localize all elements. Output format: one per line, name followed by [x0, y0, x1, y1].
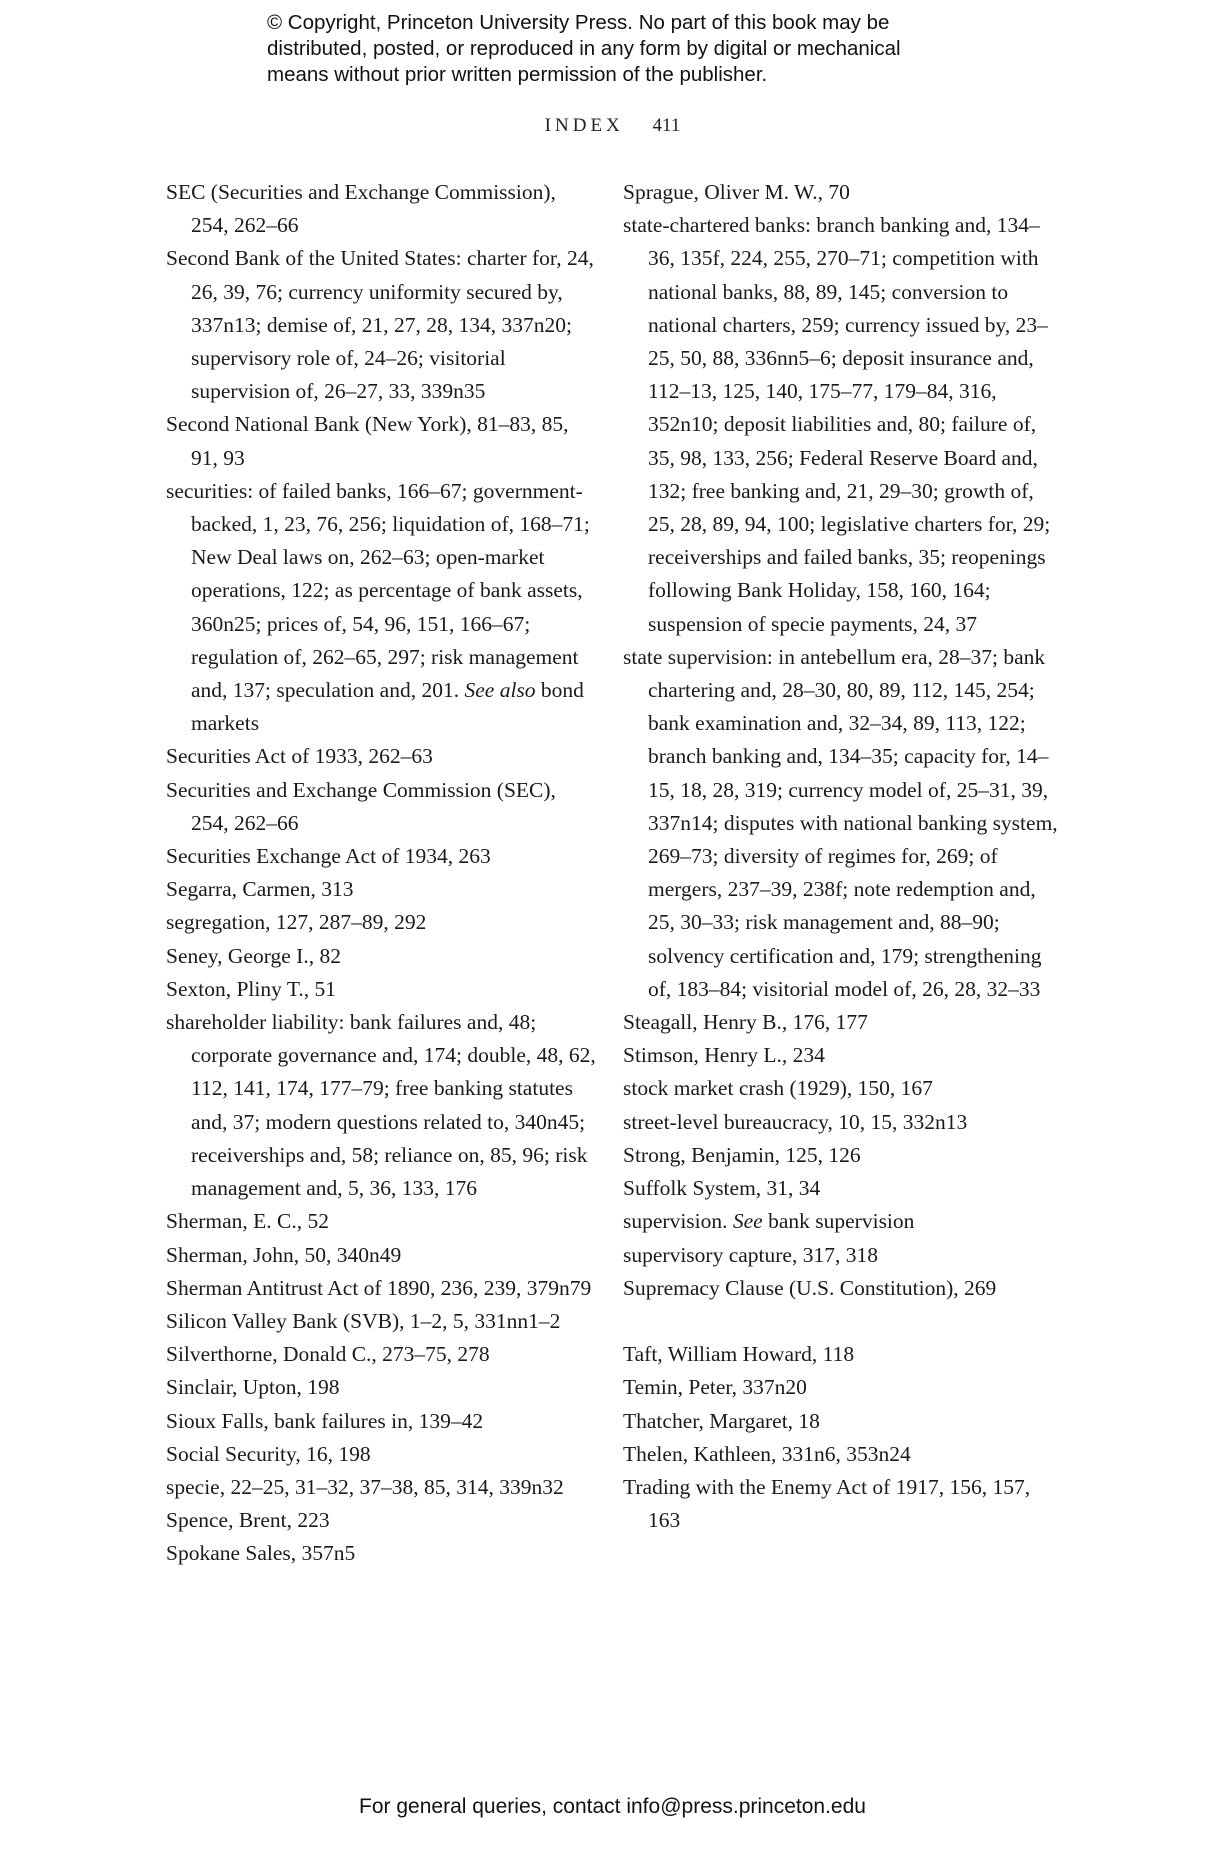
index-entry-text: segregation, 127, 287–89, 292 — [166, 910, 427, 935]
index-entry — [623, 176, 1063, 209]
index-entry-text: Second National Bank (New York), 81–83, 85, 91, 93 — [166, 412, 569, 470]
index-entry-text: Sprague, Oliver M. W., 70 — [623, 180, 850, 204]
index-entry — [166, 1239, 596, 1272]
index-entry — [623, 1172, 1063, 1205]
running-head — [0, 115, 1225, 137]
index-entry — [166, 1006, 596, 1205]
index-entry-text: shareholder liability: bank failures and, 48; corporate governance and, 174; double, 48, 62, 112, 141, 174, 177–79; free banking statutes and, 37; modern questions related to, 340n45; receiverships and, 58; reliance on, 85, 96; risk management and, 5, 36, 133, 176 — [166, 1010, 596, 1201]
index-entry — [623, 1205, 1063, 1238]
index-entry-text: Sioux Falls, bank failures in, 139–42 — [166, 1408, 484, 1433]
index-entry-text: Steagall, Henry B., 176, 177 — [623, 1010, 868, 1035]
index-entry — [166, 1305, 596, 1338]
index-entry — [166, 176, 596, 242]
index-entry-text: Social Security, 16, 198 — [166, 1441, 371, 1466]
index-entry-text: supervisory capture, 317, 318 — [623, 1242, 878, 1267]
index-entry — [166, 1504, 596, 1537]
index-entry — [166, 1205, 596, 1238]
copyright-line: distributed, posted, or reproduced in any form by digital or mechanical — [267, 37, 901, 60]
index-entry — [623, 641, 1063, 1006]
index-entry — [166, 940, 596, 973]
index-entry-text: Securities Exchange Act of 1934, 263 — [166, 844, 491, 869]
index-entry — [623, 1106, 1063, 1139]
index-entry-text: Spence, Brent, 223 — [166, 1508, 330, 1533]
index-entry-text: Thelen, Kathleen, 331n6, 353n24 — [623, 1441, 911, 1466]
index-entry — [623, 1139, 1063, 1172]
index-entry — [623, 1405, 1063, 1438]
index-entry — [623, 1239, 1063, 1272]
index-entry-text: Stimson, Henry L., 234 — [623, 1043, 825, 1068]
index-entry — [166, 774, 596, 840]
index-entry-text: Silverthorne, Donald C., 273–75, 278 — [166, 1342, 490, 1367]
index-entry-text: Silicon Valley Bank (SVB), 1–2, 5, 331nn1–2 — [166, 1308, 561, 1333]
index-entry-text: Sinclair, Upton, 198 — [166, 1375, 340, 1400]
index-entry — [623, 1471, 1063, 1537]
index-entry-text: Sherman, John, 50, 340n49 — [166, 1242, 402, 1267]
index-entry — [623, 1438, 1063, 1471]
index-entry — [623, 1371, 1063, 1404]
index-entry-text: Trading with the Enemy Act of 1917, 156, 157, 163 — [623, 1474, 1031, 1533]
index-column-left — [166, 176, 596, 1571]
index-entry — [166, 1338, 596, 1371]
index-entry-text: supervision. — [623, 1209, 728, 1234]
copyright-line: © Copyright, Princeton University Press. No part of this book may be — [267, 11, 890, 34]
index-entry — [166, 1537, 596, 1570]
index-entry-text: Second Bank of the United States: charter for, 24, 26, 39, 76; currency uniformity secured by, 337n13; demise of, 21, 27, 28, 134, 337n20; supervisory role of, 24–26; visitorial supervision of, 26–27, 33, 339n35 — [166, 246, 594, 404]
running-head-label: INDEX — [544, 115, 624, 136]
index-entry — [166, 1405, 596, 1438]
index-entry-text: Seney, George I., 82 — [166, 943, 341, 968]
index-entry — [623, 209, 1063, 641]
index-entry-text: SEC (Securities and Exchange Commission), 254, 262–66 — [166, 180, 556, 238]
index-entry — [166, 1371, 596, 1404]
index-column-right — [623, 176, 1063, 1537]
page-number: 411 — [652, 115, 681, 136]
index-entry — [166, 475, 596, 741]
index-entry-text: stock market crash (1929), 150, 167 — [623, 1076, 933, 1101]
index-entry — [166, 873, 596, 906]
index-entry-text: state supervision: in antebellum era, 28–37; bank chartering and, 28–30, 80, 89, 112, 145, 254; bank examination and, 32–34, 89, 113, 122; branch banking and, 134–35; capacity for, 14–15, 18, 28, 319; currency model of, 25–31, 39, 337n14; disputes with national banking system, 269–73; diversity of regimes for, 269; of mergers, 237–39, 238f; note redemption and, 25, 30–33; risk management and, 88–90; solvency certification and, 179; strengthening of, 183–84; visitorial model of, 26, 28, 32–33 — [623, 644, 1058, 1001]
index-entry — [166, 1272, 596, 1305]
index-entry — [623, 1338, 1063, 1371]
index-entry-text: Sherman, E. C., 52 — [166, 1209, 330, 1234]
index-entry — [166, 906, 596, 939]
cross-reference-target: bond markets — [191, 678, 584, 736]
index-entry-text: Thatcher, Margaret, 18 — [623, 1408, 820, 1433]
index-entry — [166, 1471, 596, 1504]
cross-reference-label: See — [732, 1209, 763, 1234]
index-entry — [166, 740, 596, 773]
letter-section-gap — [623, 1305, 1063, 1338]
index-entry-text: Taft, William Howard, 118 — [623, 1342, 855, 1367]
index-entry-text: Securities Act of 1933, 262–63 — [166, 744, 433, 769]
index-entry-text: Sexton, Pliny T., 51 — [166, 976, 337, 1001]
index-entry-text: Sherman Antitrust Act of 1890, 236, 239, 379n79 — [166, 1275, 592, 1300]
index-entry-text: securities: of failed banks, 166–67; government-backed, 1, 23, 76, 256; liquidation of, 168–71; New Deal laws on, 262–63; open-market operations, 122; as percentage of bank assets, 360n25; prices of, 54, 96, 151, 166–67; regulation of, 262–65, 297; risk management and, 137; speculation and, 201. — [166, 478, 590, 703]
index-entry-text: state-chartered banks: branch banking and, 134–36, 135f, 224, 255, 270–71; competition with national banks, 88, 89, 145; conversion to national charters, 259; currency issued by, 23–25, 50, 88, 336nn5–6; deposit insurance and, 112–13, 125, 140, 175–77, 179–84, 316, 352n10; deposit liabilities and, 80; failure of, 35, 98, 133, 256; Federal Reserve Board and, 132; free banking and, 21, 29–30; growth of, 25, 28, 89, 94, 100; legislative charters for, 29; receiverships and failed banks, 35; reopenings following Bank Holiday, 158, 160, 164; suspension of specie payments, 24, 37 — [623, 213, 1051, 636]
index-entry — [623, 1272, 1063, 1305]
index-entry-text: street-level bureaucracy, 10, 15, 332n13 — [623, 1109, 968, 1134]
index-entry — [166, 840, 596, 873]
index-entry — [623, 1039, 1063, 1072]
index-entry — [623, 1006, 1063, 1039]
index-entry-text: Segarra, Carmen, 313 — [166, 877, 354, 902]
index-entry-text: Strong, Benjamin, 125, 126 — [623, 1142, 861, 1167]
index-entry — [166, 973, 596, 1006]
index-entry-text: Securities and Exchange Commission (SEC), 254, 262–66 — [166, 777, 556, 835]
index-entry-text: Suffolk System, 31, 34 — [623, 1176, 821, 1201]
index-entry-text: Supremacy Clause (U.S. Constitution), 269 — [623, 1275, 997, 1300]
cross-reference-label: See also — [464, 678, 536, 703]
index-entry-text: specie, 22–25, 31–32, 37–38, 85, 314, 339n32 — [166, 1474, 564, 1499]
index-entry — [166, 408, 596, 474]
index-entry — [166, 1438, 596, 1471]
index-entry — [623, 1072, 1063, 1105]
cross-reference-target: bank supervision — [762, 1209, 915, 1234]
index-entry-text: Spokane Sales, 357n5 — [166, 1541, 356, 1566]
copyright-notice — [267, 10, 1007, 88]
footer-contact: For general queries, contact info@press.princeton.edu — [359, 1795, 866, 1818]
index-entry-text: Temin, Peter, 337n20 — [623, 1375, 807, 1400]
index-entry — [166, 242, 596, 408]
copyright-line: means without prior written permission of the publisher. — [267, 63, 768, 86]
